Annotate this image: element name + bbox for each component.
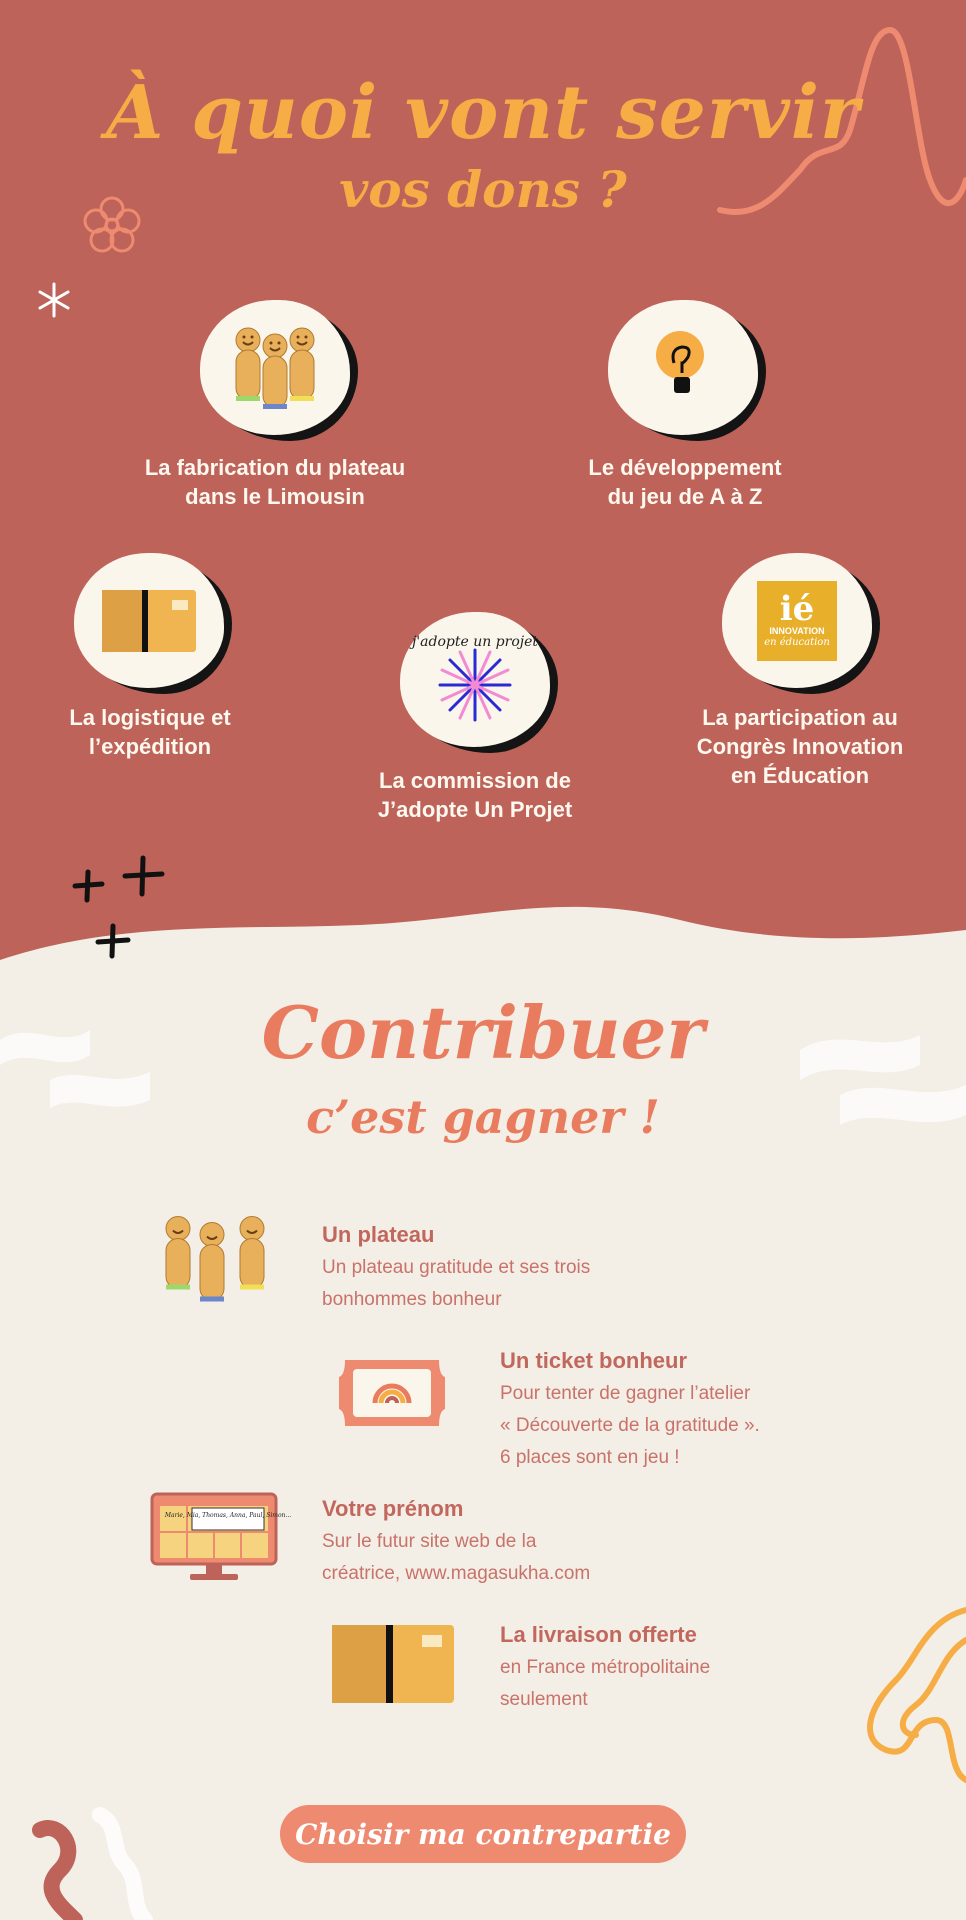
swirl-decoration: [856, 1600, 966, 1800]
ticket-icon: [335, 1355, 449, 1431]
parcel-box-icon: [332, 1625, 454, 1703]
use-caption-congres: La participation au Congrès Innovation en Éducation: [696, 705, 904, 788]
cross-sparkles-icon: [70, 850, 180, 965]
reward-description: Sur le futur site web de la créatrice, www.magasukha.com: [322, 1531, 591, 1584]
squiggle-decoration-bottom: [30, 1810, 160, 1920]
parcel-box-icon: [102, 590, 196, 652]
use-caption-developpement: Le développement du jeu de A à Z: [588, 455, 782, 509]
wooden-figures-icon: [160, 1210, 270, 1310]
reward-description: Pour tenter de gagner l’atelier « Découverte de la gratitude ». 6 places sont en jeu !: [500, 1383, 760, 1468]
reward-description: en France métropolitaine seulement: [500, 1657, 711, 1710]
reward-title: La livraison offerte: [500, 1622, 697, 1647]
lightbulb-icon: [648, 323, 718, 413]
use-blob-congres: [722, 553, 872, 688]
use-blob-commission: [400, 612, 550, 747]
wooden-figures-icon: [220, 320, 330, 415]
computer-screen-icon: [150, 1492, 292, 1584]
svg-text:j'adopte un projet: j'adopte un projet: [411, 633, 539, 650]
section2-title: Contribuer: [261, 990, 705, 1075]
jadopte-logo-icon: [410, 620, 540, 740]
main-subtitle: vos dons ?: [339, 160, 627, 219]
use-caption-fabrication: La fabrication du plateau dans le Limousin: [144, 455, 406, 509]
reward-description: Un plateau gratitude et ses trois bonhommes bonheur: [322, 1257, 591, 1310]
innovation-education-logo-icon: ié INNOVATION en éducation: [757, 581, 837, 661]
svg-text:Marie, Mia, Thomas, Anna, Paul: Marie, Mia, Thomas, Anna, Paul, Simon...: [164, 1512, 292, 1519]
reward-title: Un ticket bonheur: [500, 1348, 688, 1373]
use-blob-fabrication: [200, 300, 350, 435]
section2-subtitle: c’est gagner !: [306, 1090, 660, 1144]
use-blob-logistique: [74, 553, 224, 688]
reward-title: Votre prénom: [322, 1496, 464, 1521]
main-title: À quoi vont servir: [106, 70, 860, 156]
use-blob-developpement: [608, 300, 758, 435]
reward-title: Un plateau: [322, 1222, 435, 1247]
sparkle-icon: [34, 280, 74, 320]
use-caption-commission: La commission de J’adopte Un Projet: [377, 768, 573, 822]
choose-reward-button[interactable]: Choisir ma contrepartie: [280, 1805, 686, 1863]
use-caption-logistique: La logistique et l’expédition: [69, 705, 231, 759]
